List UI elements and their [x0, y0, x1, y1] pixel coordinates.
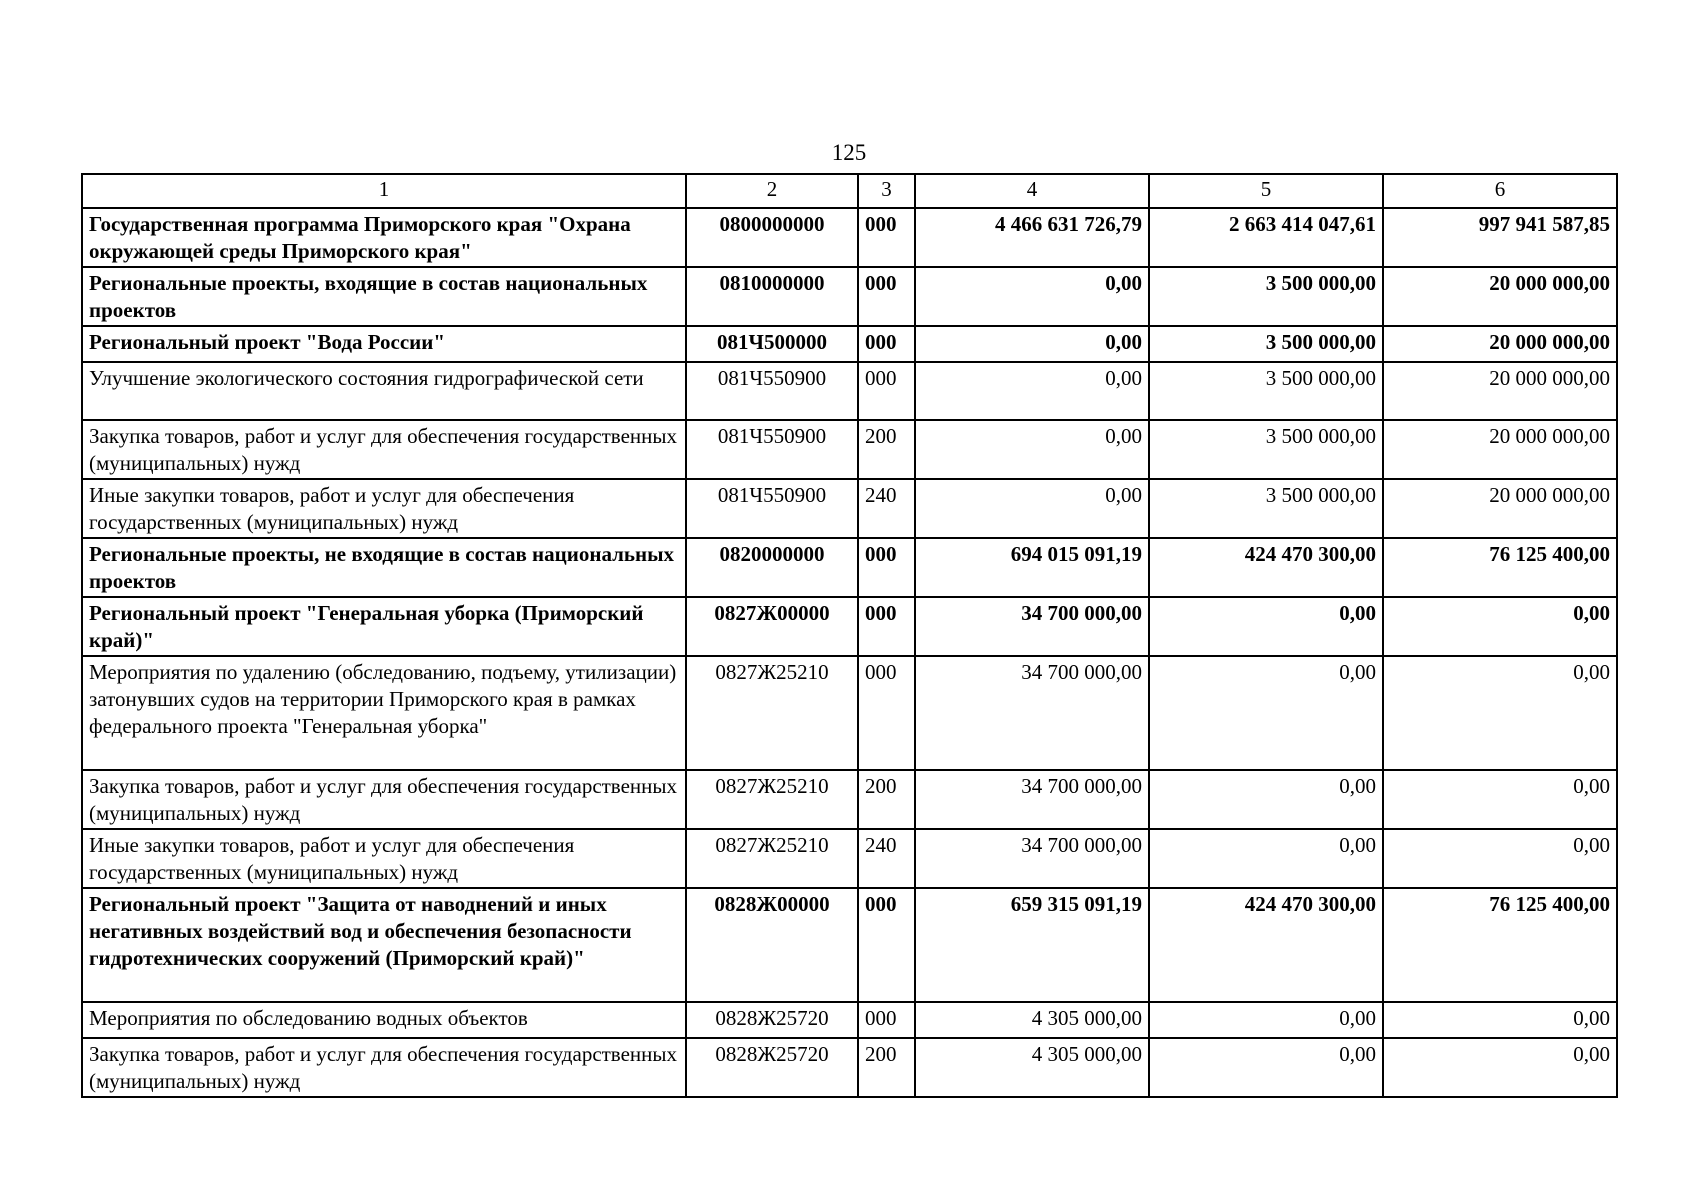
row-value-col4: 659 315 091,19: [915, 888, 1149, 1002]
row-type: 000: [858, 326, 915, 362]
row-value-col4: 4 466 631 726,79: [915, 208, 1149, 267]
table-row: [82, 829, 1617, 888]
row-code: 0810000000: [686, 267, 858, 326]
table-row: [82, 770, 1617, 829]
row-value-col6: 997 941 587,85: [1383, 208, 1617, 267]
header-cell: 5: [1149, 174, 1383, 208]
row-value-col4: 694 015 091,19: [915, 538, 1149, 597]
row-value-col6: 20 000 000,00: [1383, 267, 1617, 326]
row-type: 000: [858, 267, 915, 326]
row-value-col4: 0,00: [915, 479, 1149, 538]
row-type: 000: [858, 538, 915, 597]
header-cell: 1: [82, 174, 686, 208]
row-value-col5: 0,00: [1149, 1002, 1383, 1038]
row-value-col5: 0,00: [1149, 1038, 1383, 1097]
row-value-col6: 20 000 000,00: [1383, 362, 1617, 420]
row-name: Закупка товаров, работ и услуг для обеспечения государственных (муниципальных) нужд: [82, 770, 686, 829]
row-name: Закупка товаров, работ и услуг для обеспечения государственных (муниципальных) нужд: [82, 420, 686, 479]
row-value-col5: 2 663 414 047,61: [1149, 208, 1383, 267]
row-name: Иные закупки товаров, работ и услуг для обеспечения государственных (муниципальных) нужд: [82, 479, 686, 538]
row-name: Улучшение экологического состояния гидрографической сети: [82, 362, 686, 420]
row-value-col5: 0,00: [1149, 597, 1383, 656]
row-type: 000: [858, 362, 915, 420]
row-value-col5: 0,00: [1149, 829, 1383, 888]
table-row: [82, 208, 1617, 267]
row-value-col4: 34 700 000,00: [915, 829, 1149, 888]
row-code: 0827Ж25210: [686, 656, 858, 770]
row-name: Региональный проект "Генеральная уборка (Приморский край)": [82, 597, 686, 656]
row-value-col5: 0,00: [1149, 656, 1383, 770]
row-value-col6: 0,00: [1383, 1038, 1617, 1097]
row-value-col5: 3 500 000,00: [1149, 326, 1383, 362]
row-value-col4: 0,00: [915, 326, 1149, 362]
row-type: 200: [858, 1038, 915, 1097]
table-row: [82, 538, 1617, 597]
row-type: 200: [858, 770, 915, 829]
row-value-col6: 76 125 400,00: [1383, 888, 1617, 1002]
table-row: [82, 888, 1617, 1002]
row-name: Региональный проект "Защита от наводнений и иных негативных воздействий вод и обеспечения безопасности гидротехнических сооружений (Приморский край)": [82, 888, 686, 1002]
table-row: [82, 420, 1617, 479]
table-row: [82, 1038, 1617, 1097]
row-code: 0828Ж00000: [686, 888, 858, 1002]
row-value-col6: 20 000 000,00: [1383, 420, 1617, 479]
table-row: [82, 326, 1617, 362]
row-value-col6: 20 000 000,00: [1383, 326, 1617, 362]
row-value-col6: 0,00: [1383, 1002, 1617, 1038]
table-row: [82, 597, 1617, 656]
row-value-col4: 34 700 000,00: [915, 597, 1149, 656]
row-code: 081Ч500000: [686, 326, 858, 362]
header-cell: 3: [858, 174, 915, 208]
row-value-col4: 0,00: [915, 420, 1149, 479]
row-value-col5: 0,00: [1149, 770, 1383, 829]
table-row: [82, 267, 1617, 326]
row-code: 0820000000: [686, 538, 858, 597]
row-value-col6: 0,00: [1383, 770, 1617, 829]
header-row: [82, 174, 1617, 208]
row-value-col6: 20 000 000,00: [1383, 479, 1617, 538]
row-code: 0827Ж00000: [686, 597, 858, 656]
row-code: 0800000000: [686, 208, 858, 267]
header-cell: 6: [1383, 174, 1617, 208]
row-value-col4: 0,00: [915, 267, 1149, 326]
row-type: 000: [858, 597, 915, 656]
table-row: [82, 479, 1617, 538]
row-name: Государственная программа Приморского края "Охрана окружающей среды Приморского края": [82, 208, 686, 267]
row-code: 0827Ж25210: [686, 770, 858, 829]
row-value-col4: 34 700 000,00: [915, 770, 1149, 829]
row-name: Мероприятия по удалению (обследованию, подъему, утилизации) затонувших судов на территории Приморского края в рамках федерального проекта "Генеральная уборка": [82, 656, 686, 770]
row-value-col4: 34 700 000,00: [915, 656, 1149, 770]
row-value-col6: 0,00: [1383, 597, 1617, 656]
row-value-col4: 0,00: [915, 362, 1149, 420]
row-name: Мероприятия по обследованию водных объектов: [82, 1002, 686, 1038]
row-value-col6: 0,00: [1383, 829, 1617, 888]
table-row: [82, 362, 1617, 420]
row-value-col5: 3 500 000,00: [1149, 362, 1383, 420]
table-row: [82, 656, 1617, 770]
header-cell: 4: [915, 174, 1149, 208]
row-name: Региональный проект "Вода России": [82, 326, 686, 362]
row-code: 081Ч550900: [686, 479, 858, 538]
row-value-col4: 4 305 000,00: [915, 1002, 1149, 1038]
header-cell: 2: [686, 174, 858, 208]
page-number: 125: [831, 140, 867, 165]
row-name: Региональные проекты, входящие в состав национальных проектов: [82, 267, 686, 326]
row-name: Иные закупки товаров, работ и услуг для обеспечения государственных (муниципальных) нужд: [82, 829, 686, 888]
row-code: 0828Ж25720: [686, 1038, 858, 1097]
row-value-col5: 3 500 000,00: [1149, 267, 1383, 326]
row-type: 240: [858, 829, 915, 888]
table-body: [82, 174, 1617, 1097]
row-value-col5: 424 470 300,00: [1149, 538, 1383, 597]
row-name: Региональные проекты, не входящие в состав национальных проектов: [82, 538, 686, 597]
row-value-col5: 3 500 000,00: [1149, 420, 1383, 479]
row-type: 240: [858, 479, 915, 538]
row-type: 000: [858, 1002, 915, 1038]
row-code: 0828Ж25720: [686, 1002, 858, 1038]
row-type: 000: [858, 656, 915, 770]
row-value-col5: 3 500 000,00: [1149, 479, 1383, 538]
row-value-col5: 424 470 300,00: [1149, 888, 1383, 1002]
row-code: 0827Ж25210: [686, 829, 858, 888]
row-type: 000: [858, 888, 915, 1002]
budget-table: [81, 173, 1618, 1098]
row-code: 081Ч550900: [686, 362, 858, 420]
table-row: [82, 1002, 1617, 1038]
row-value-col4: 4 305 000,00: [915, 1038, 1149, 1097]
row-type: 200: [858, 420, 915, 479]
row-code: 081Ч550900: [686, 420, 858, 479]
row-name: Закупка товаров, работ и услуг для обеспечения государственных (муниципальных) нужд: [82, 1038, 686, 1097]
row-type: 000: [858, 208, 915, 267]
row-value-col6: 76 125 400,00: [1383, 538, 1617, 597]
row-value-col6: 0,00: [1383, 656, 1617, 770]
